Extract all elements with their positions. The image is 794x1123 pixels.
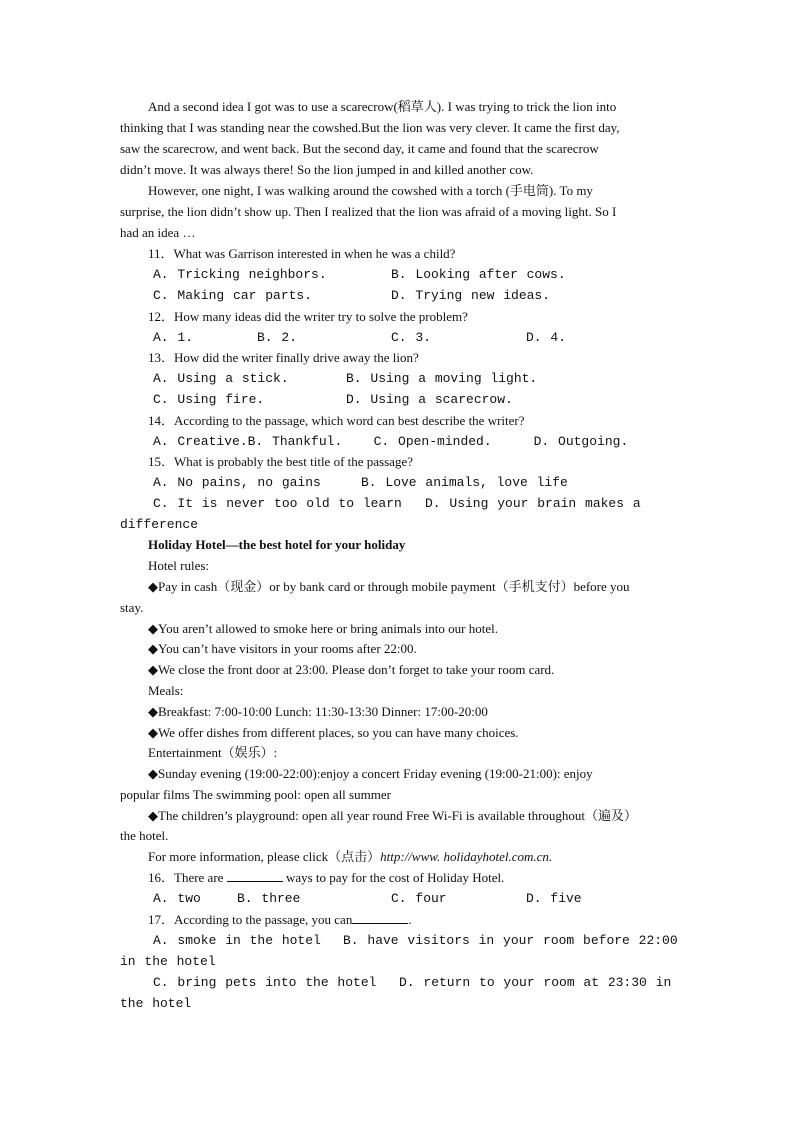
q11-option-a[interactable]: A. Tricking neighbors. bbox=[153, 267, 327, 282]
q16-option-c[interactable]: C. four bbox=[391, 891, 447, 906]
story-p2-line2: surprise, the lion didn’t show up. Then I realized that the lion was afraid of a moving light. So I bbox=[120, 204, 617, 219]
hotel-rule-1: ◆Pay in cash（现金）or by bank card or through mobile payment（手机支付）before you bbox=[148, 579, 630, 594]
hotel-more-info bbox=[148, 847, 680, 867]
hotel-rule-2: ◆You aren’t allowed to smoke here or bring animals into our hotel. bbox=[148, 621, 498, 636]
q12-option-c[interactable]: C. 3. bbox=[391, 330, 432, 345]
hotel-meal-1: ◆Breakfast: 7:00-10:00 Lunch: 11:30-13:30 Dinner: 17:00-20:00 bbox=[148, 704, 488, 719]
q13-option-a[interactable]: A. Using a stick. bbox=[153, 371, 289, 386]
q11-option-c[interactable]: C. Making car parts. bbox=[153, 288, 313, 303]
q15-option-d-continued: difference bbox=[120, 517, 199, 532]
q17-answer-blank[interactable] bbox=[352, 911, 408, 924]
q12-options-row bbox=[153, 328, 680, 348]
q13-option-b[interactable]: B. Using a moving light. bbox=[346, 371, 538, 386]
q16-option-b[interactable]: B. three bbox=[237, 891, 301, 906]
q17-option-c[interactable]: C. bring pets into the hotel bbox=[153, 975, 377, 990]
q17-options-row1 bbox=[153, 931, 680, 951]
hotel-entertainment-heading: Entertainment（娱乐）: bbox=[148, 745, 278, 760]
hotel-rule-1-continued: stay. bbox=[120, 600, 144, 615]
hotel-rule-3: ◆You can’t have visitors in your rooms after 22:00. bbox=[148, 641, 417, 656]
q14-option-d[interactable]: D. Outgoing. bbox=[533, 434, 629, 449]
q11-option-d[interactable]: D. Trying new ideas. bbox=[391, 288, 551, 303]
q16-options-row bbox=[153, 889, 680, 909]
q13-option-c[interactable]: C. Using fire. bbox=[153, 392, 265, 407]
q15-options-row2 bbox=[153, 494, 680, 514]
q12-option-a[interactable]: A. 1. bbox=[153, 330, 194, 345]
q17-stem bbox=[148, 910, 680, 930]
q17-option-d[interactable]: D. return to your room at 23:30 in bbox=[399, 975, 672, 990]
q16-stem bbox=[148, 868, 680, 888]
q17-option-a[interactable]: A. smoke in the hotel bbox=[153, 933, 321, 948]
hotel-entertainment-1-continued: popular films The swimming pool: open all summer bbox=[120, 787, 391, 802]
q15-option-c[interactable]: C. It is never too old to learn bbox=[153, 496, 402, 511]
q14-options-row bbox=[153, 432, 680, 452]
q16-answer-blank[interactable] bbox=[227, 869, 283, 882]
q17-stem-end: . bbox=[408, 912, 412, 927]
story-p1-line3: saw the scarecrow, and went back. But the second day, it came and found that the scarecrow bbox=[120, 141, 599, 156]
q17-option-b-continued: in the hotel bbox=[120, 954, 216, 969]
q17-options-row2 bbox=[153, 973, 680, 993]
q16-option-a[interactable]: A. two bbox=[153, 891, 201, 906]
story-p1-line4: didn’t move. It was always there! So the lion jumped in and killed another cow. bbox=[120, 162, 534, 177]
story-p2-line3: had an idea … bbox=[120, 225, 196, 240]
q11-options-row2 bbox=[153, 286, 680, 306]
q16-stem-end: ways to pay for the cost of Holiday Hotel. bbox=[285, 870, 505, 885]
q15-option-b[interactable]: B. Love animals, love life bbox=[361, 475, 568, 490]
hotel-entertainment-2-continued: the hotel. bbox=[120, 828, 169, 843]
more-info-text: For more information, please click（点击） bbox=[148, 849, 381, 864]
q12-option-b[interactable]: B. 2. bbox=[257, 330, 298, 345]
q16-option-d[interactable]: D. five bbox=[526, 891, 582, 906]
q16-stem-start: 16．There are bbox=[148, 870, 224, 885]
q11-stem: 11．What was Garrison interested in when he was a child? bbox=[148, 246, 456, 261]
story-p2-line1: However, one night, I was walking around the cowshed with a torch (手电筒). To my bbox=[148, 183, 593, 198]
q14-option-c[interactable]: C. Open-minded. bbox=[373, 434, 492, 449]
q15-option-d[interactable]: D. Using your brain makes a bbox=[425, 496, 641, 511]
q11-option-b[interactable]: B. Looking after cows. bbox=[391, 267, 566, 282]
hotel-entertainment-1: ◆Sunday evening (19:00-22:00):enjoy a concert Friday evening (19:00-21:00): enjoy bbox=[148, 766, 593, 781]
hotel-title: Holiday Hotel—the best hotel for your holiday bbox=[148, 537, 406, 552]
q14-stem: 14．According to the passage, which word can best describe the writer? bbox=[148, 413, 525, 428]
q15-option-a[interactable]: A. No pains, no gains bbox=[153, 475, 321, 490]
hotel-meal-2: ◆We offer dishes from different places, so you can have many choices. bbox=[148, 725, 519, 740]
q15-options-row1 bbox=[153, 473, 680, 493]
q15-stem: 15．What is probably the best title of the passage? bbox=[148, 454, 413, 469]
story-p1-line2: thinking that I was standing near the cowshed.But the lion was very clever. It came the first day, bbox=[120, 120, 620, 135]
q12-option-d[interactable]: D. 4. bbox=[526, 330, 567, 345]
hotel-entertainment-2: ◆The children’s playground: open all year round Free Wi-Fi is available throughout（遍及） bbox=[148, 808, 638, 823]
q13-options-row2 bbox=[153, 390, 680, 410]
q11-options-row1 bbox=[153, 265, 680, 285]
hotel-rules-heading: Hotel rules: bbox=[148, 558, 210, 573]
q17-option-b[interactable]: B. have visitors in your room before 22:00 bbox=[343, 933, 678, 948]
q14-option-b[interactable]: B. Thankful. bbox=[247, 434, 343, 449]
q14-option-a[interactable]: A. Creative. bbox=[153, 434, 248, 449]
q17-option-d-continued: the hotel bbox=[120, 996, 192, 1011]
hotel-website-link[interactable]: http://www. holidayhotel.com.cn. bbox=[380, 849, 553, 864]
story-p1-line1: And a second idea I got was to use a scarecrow(稻草人). I was trying to trick the lion into bbox=[148, 99, 617, 114]
q12-stem: 12．How many ideas did the writer try to solve the problem? bbox=[148, 309, 468, 324]
q17-stem-start: 17．According to the passage, you can bbox=[148, 912, 353, 927]
q13-option-d[interactable]: D. Using a scarecrow. bbox=[346, 392, 513, 407]
q13-stem: 13．How did the writer finally drive away the lion? bbox=[148, 350, 419, 365]
hotel-meals-heading: Meals: bbox=[148, 683, 184, 698]
q13-options-row1 bbox=[153, 369, 680, 389]
hotel-rule-4: ◆We close the front door at 23:00. Please don’t forget to take your room card. bbox=[148, 662, 555, 677]
